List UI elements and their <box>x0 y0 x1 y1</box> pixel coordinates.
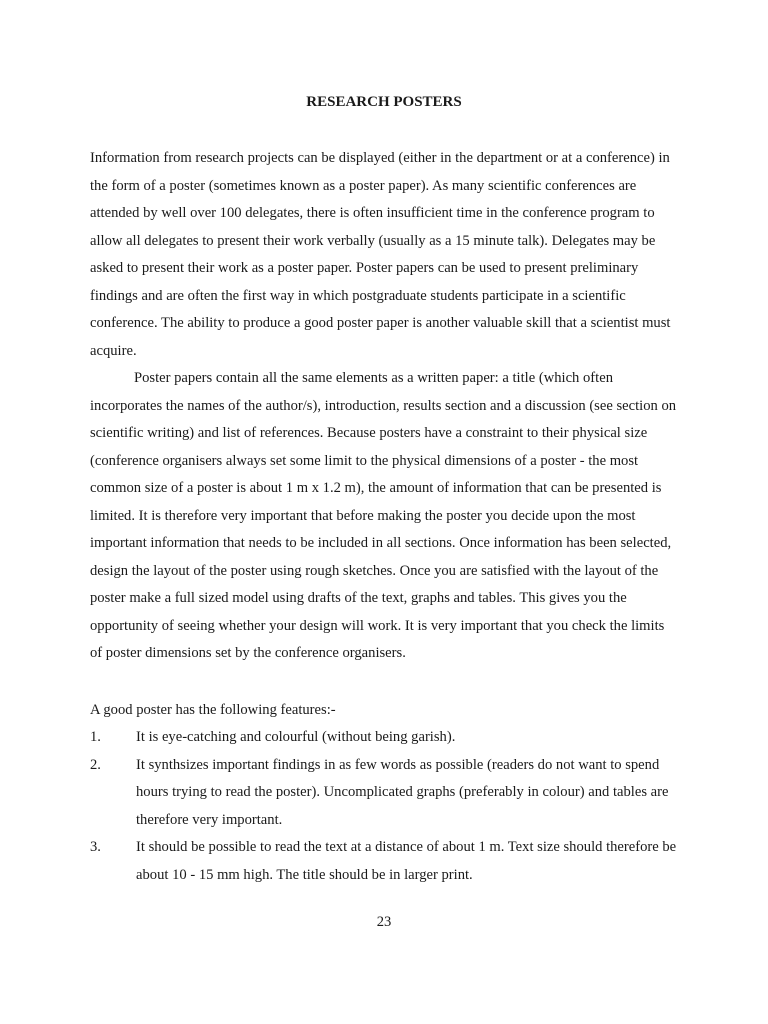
list-item <box>90 724 690 752</box>
paragraph-elements-text: Poster papers contain all the same elements as a written paper: a title (which often incorporates the names of the author/s), introduction, results section and a discussion (see section on scientific writing) and list of references. Because posters have a constraint to their physical size (conference organisers always set some limit to the physical dimensions of a poster - the most common size of a poster is about 1 m x 1.2 m), the amount of information that can be presented is limited. It is therefore very important that before making the poster you decide upon the most important information that needs to be included in all sections. Once information has been selected, design the layout of the poster using rough sketches. Once you are satisfied with the layout of the poster make a full sized model using drafts of the text, graphs and tables. This gives you the opportunity of seeing whether your design will work. It is very important that you check the limits of poster dimensions set by the conference organisers. <box>90 370 677 661</box>
features-intro: A good poster has the following features:- <box>90 702 336 718</box>
page-number: 23 <box>376 914 392 930</box>
list-item-text: It should be possible to read the text at a distance of about 1 m. Text size should therefore be about 10 - 15 mm high. The title should be in larger print. <box>136 839 677 883</box>
page-title: RESEARCH POSTERS <box>306 94 462 110</box>
list-item-number: 3. <box>90 839 101 855</box>
paragraph-intro: Information from research projects can be displayed (either in the department or at a conference) in the form of a poster (sometimes known as a poster paper). As many scientific conferences are attended by well over 100 delegates, there is often insufficient time in the conference program to allow all delegates to present their work verbally (usually as a 15 minute talk). Delegates may be asked to present their work as a poster paper. Poster papers can be used to present preliminary findings and are often the first way in which postgraduate students participate in a scientific conference. The ability to produce a good poster paper is another valuable skill that a scientist must acquire. <box>90 150 671 359</box>
paragraph-elements <box>90 365 680 668</box>
list-item-number: 1. <box>90 729 101 745</box>
list-item-number: 2. <box>90 756 101 773</box>
list-item-text: It synthsizes important findings in as few words as possible (readers do not want to spend hours trying to read the poster). Uncomplicated graphs (preferably in colour) and tables are therefore very important. <box>136 756 669 828</box>
list-item <box>90 834 690 889</box>
features-list <box>90 724 690 889</box>
list-item-text: It is eye-catching and colourful (without being garish). <box>136 729 456 745</box>
list-item <box>90 752 690 835</box>
